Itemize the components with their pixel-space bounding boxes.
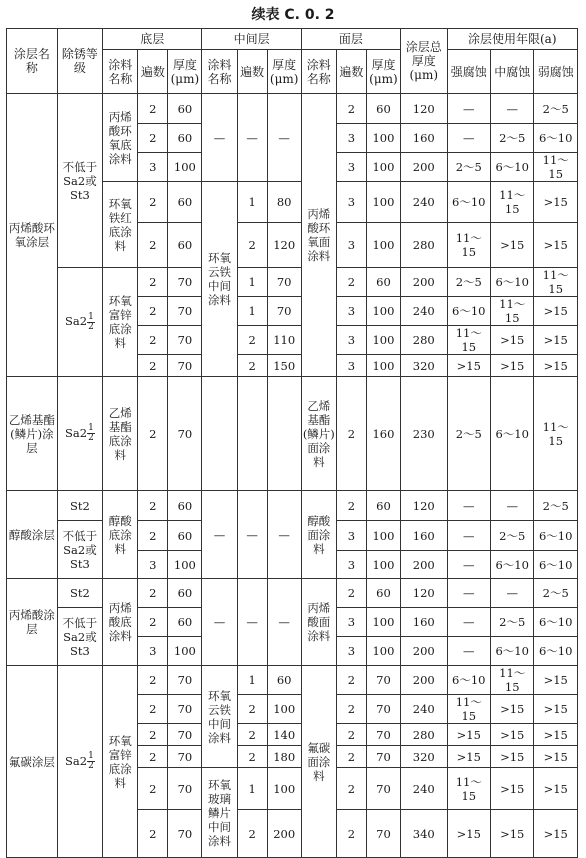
life-medium: 6～10 [490, 637, 533, 666]
primer-thickness: 70 [168, 297, 202, 326]
life-medium: >15 [490, 724, 533, 746]
header-topcoat-thickness: 厚度(μm) [366, 50, 400, 94]
topcoat-coats: 2 [336, 810, 366, 858]
primer-coats: 2 [138, 521, 168, 551]
topcoat-coats: 3 [336, 551, 366, 579]
primer-alkyd: 醇酸底涂料 [103, 491, 138, 579]
header-intermediate-thickness: 厚度(μm) [267, 50, 301, 94]
life-strong: — [447, 579, 490, 608]
intermediate-coats: 2 [237, 223, 267, 268]
primer-thickness: 70 [168, 666, 202, 695]
life-weak: >15 [534, 223, 578, 268]
total-thickness: 280 [401, 724, 448, 746]
life-strong: — [447, 608, 490, 637]
intermediate-epoxy-glass-flake: 环氧玻璃鳞片中间涂料 [202, 768, 237, 858]
total-thickness: 280 [401, 223, 448, 268]
header-intermediate-coats: 遍数 [237, 50, 267, 94]
primer-thickness: 70 [168, 810, 202, 858]
topcoat-coats: 2 [336, 94, 366, 124]
header-topcoat-paint-name: 涂料名称 [301, 50, 336, 94]
topcoat-thickness: 100 [366, 637, 400, 666]
primer-thickness: 60 [168, 521, 202, 551]
topcoat-thickness: 100 [366, 124, 400, 153]
life-weak: 6～10 [534, 521, 578, 551]
topcoat-coats: 3 [336, 153, 366, 182]
header-intermediate-paint-name: 涂料名称 [202, 50, 237, 94]
life-weak: >15 [534, 182, 578, 223]
header-primer-paint-name: 涂料名称 [103, 50, 138, 94]
topcoat-thickness: 60 [366, 268, 400, 297]
intermediate-coats: 1 [237, 666, 267, 695]
primer-thickness: 60 [168, 491, 202, 521]
total-thickness: 240 [401, 768, 448, 810]
primer-coats: 2 [138, 810, 168, 858]
life-weak: 6～10 [534, 551, 578, 579]
intermediate-thickness-dash: — [267, 491, 301, 579]
life-medium: >15 [490, 223, 533, 268]
rust-grade-not-below-sa2-st3: 不低于Sa2或St3 [57, 608, 103, 666]
life-weak: >15 [534, 810, 578, 858]
life-strong: — [447, 551, 490, 579]
primer-coats: 3 [138, 637, 168, 666]
header-coating-name: 涂层名称 [7, 29, 58, 94]
primer-coats: 2 [138, 608, 168, 637]
header-strong-corrosion: 强腐蚀 [447, 50, 490, 94]
life-strong: — [447, 124, 490, 153]
life-medium: — [490, 491, 533, 521]
one-half-fraction [87, 424, 95, 443]
fraction-denominator: 2 [88, 761, 94, 771]
total-thickness: 280 [401, 326, 448, 355]
intermediate-thickness: 70 [267, 297, 301, 326]
intermediate-coats: 2 [237, 724, 267, 746]
total-thickness: 240 [401, 297, 448, 326]
life-medium: 6～10 [490, 377, 533, 491]
fraction-denominator: 2 [88, 321, 94, 332]
header-topcoat-coats: 遍数 [336, 50, 366, 94]
total-thickness: 320 [401, 746, 448, 768]
topcoat-thickness: 60 [366, 94, 400, 124]
topcoat-coats: 2 [336, 724, 366, 746]
primer-thickness: 100 [168, 637, 202, 666]
fraction-numerator: 1 [88, 311, 94, 322]
primer-coats: 2 [138, 724, 168, 746]
rust-grade-not-below-sa2-st3: 不低于Sa2或St3 [57, 521, 103, 579]
primer-coats: 3 [138, 551, 168, 579]
primer-thickness: 60 [168, 124, 202, 153]
life-strong: >15 [447, 355, 490, 377]
life-medium: >15 [490, 695, 533, 724]
topcoat-acrylic: 丙烯酸面涂料 [301, 579, 336, 666]
life-weak: >15 [534, 297, 578, 326]
intermediate-thickness: 140 [267, 724, 301, 746]
topcoat-thickness: 60 [366, 491, 400, 521]
primer-thickness: 100 [168, 551, 202, 579]
header-total-thickness: 涂层总厚度(μm) [401, 29, 448, 94]
rust-grade-sa2-half [57, 666, 103, 858]
topcoat-coats: 2 [336, 768, 366, 810]
intermediate-dash: — [202, 94, 237, 182]
topcoat-coats: 3 [336, 223, 366, 268]
intermediate-coats: 2 [237, 355, 267, 377]
primer-thickness: 70 [168, 746, 202, 768]
primer-coats: 2 [138, 377, 168, 491]
intermediate-coats-dash: — [237, 491, 267, 579]
header-rust-grade: 除锈等级 [57, 29, 103, 94]
intermediate-thickness: 110 [267, 326, 301, 355]
intermediate-coats: 1 [237, 768, 267, 810]
life-strong: 2～5 [447, 268, 490, 297]
primer-thickness: 70 [168, 377, 202, 491]
life-weak: 2～5 [534, 579, 578, 608]
life-medium: >15 [490, 746, 533, 768]
primer-coats: 2 [138, 326, 168, 355]
life-strong: — [447, 521, 490, 551]
topcoat-coats: 2 [336, 579, 366, 608]
topcoat-thickness: 100 [366, 551, 400, 579]
intermediate-coats-dash: — [237, 579, 267, 666]
topcoat-thickness: 160 [366, 377, 400, 491]
total-thickness: 200 [401, 551, 448, 579]
intermediate-empty [202, 377, 237, 491]
life-medium: >15 [490, 768, 533, 810]
primer-thickness: 70 [168, 268, 202, 297]
primer-thickness: 70 [168, 326, 202, 355]
life-medium: >15 [490, 810, 533, 858]
intermediate-thickness: 120 [267, 223, 301, 268]
life-weak: >15 [534, 695, 578, 724]
total-thickness: 160 [401, 521, 448, 551]
life-strong: — [447, 491, 490, 521]
life-medium: 11～15 [490, 666, 533, 695]
life-weak: >15 [534, 724, 578, 746]
intermediate-thickness-dash: — [267, 579, 301, 666]
life-medium: — [490, 94, 533, 124]
intermediate-coats: 1 [237, 182, 267, 223]
topcoat-coats: 3 [336, 355, 366, 377]
primer-coats: 2 [138, 768, 168, 810]
primer-coats: 2 [138, 666, 168, 695]
primer-coats: 2 [138, 746, 168, 768]
life-strong: 11～15 [447, 768, 490, 810]
sa2-text: Sa2 [65, 753, 88, 768]
total-thickness: 160 [401, 124, 448, 153]
table-row [7, 491, 578, 521]
topcoat-coats: 2 [336, 268, 366, 297]
primer-thickness: 70 [168, 695, 202, 724]
life-weak: 2～5 [534, 491, 578, 521]
primer-thickness: 70 [168, 355, 202, 377]
life-strong: 11～15 [447, 326, 490, 355]
primer-acrylic: 丙烯酸底涂料 [103, 579, 138, 666]
life-medium: 6～10 [490, 551, 533, 579]
coating-name-vinyl-ester-flake: 乙烯基酯(鳞片)涂层 [7, 377, 58, 491]
page-title: 续表 C. 0. 2 [251, 7, 335, 23]
coating-name-acrylic: 丙烯酸涂层 [7, 579, 58, 666]
life-strong: >15 [447, 746, 490, 768]
primer-epoxy-zinc-rich: 环氧富锌底涂料 [103, 268, 138, 377]
total-thickness: 120 [401, 94, 448, 124]
header-primer: 底层 [103, 29, 202, 50]
primer-vinyl-ester: 乙烯基酯底涂料 [103, 377, 138, 491]
intermediate-thickness: 80 [267, 182, 301, 223]
primer-acrylic-epoxy: 丙烯酸环氧底涂料 [103, 94, 138, 182]
life-strong: 6～10 [447, 182, 490, 223]
life-weak: 6～10 [534, 637, 578, 666]
fraction-numerator: 1 [88, 751, 94, 761]
life-medium: 11～15 [490, 297, 533, 326]
life-weak: >15 [534, 666, 578, 695]
intermediate-epoxy-mio: 环氧云铁中间涂料 [202, 666, 237, 768]
topcoat-coats: 3 [336, 521, 366, 551]
topcoat-thickness: 100 [366, 608, 400, 637]
topcoat-coats: 3 [336, 637, 366, 666]
total-thickness: 120 [401, 491, 448, 521]
topcoat-thickness: 70 [366, 810, 400, 858]
life-medium: 2～5 [490, 521, 533, 551]
topcoat-thickness: 60 [366, 579, 400, 608]
total-thickness: 200 [401, 153, 448, 182]
topcoat-coats: 3 [336, 297, 366, 326]
primer-coats: 2 [138, 223, 168, 268]
coating-name-fluorocarbon: 氟碳涂层 [7, 666, 58, 858]
life-strong: — [447, 637, 490, 666]
topcoat-thickness: 70 [366, 746, 400, 768]
primer-coats: 2 [138, 579, 168, 608]
fraction-numerator: 1 [88, 423, 94, 433]
intermediate-epoxy-mio: 环氧云铁中间涂料 [202, 182, 237, 377]
header-primer-coats: 遍数 [138, 50, 168, 94]
intermediate-coats: 2 [237, 746, 267, 768]
primer-thickness: 70 [168, 768, 202, 810]
topcoat-thickness: 100 [366, 297, 400, 326]
primer-coats: 2 [138, 124, 168, 153]
life-medium: 2～5 [490, 124, 533, 153]
total-thickness: 200 [401, 637, 448, 666]
table-row [7, 666, 578, 695]
total-thickness: 240 [401, 182, 448, 223]
topcoat-coats: 3 [336, 182, 366, 223]
table-row [7, 94, 578, 124]
total-thickness: 320 [401, 355, 448, 377]
intermediate-coats: 2 [237, 810, 267, 858]
table-row [7, 377, 578, 491]
one-half-fraction [87, 752, 95, 771]
intermediate-thickness: 70 [267, 268, 301, 297]
life-weak: 6～10 [534, 608, 578, 637]
rust-grade-sa2-half [57, 268, 103, 377]
header-intermediate: 中间层 [202, 29, 301, 50]
header-weak-corrosion: 弱腐蚀 [534, 50, 578, 94]
life-strong: 11～15 [447, 223, 490, 268]
intermediate-coats-empty [237, 377, 267, 491]
header-service-life: 涂层使用年限(a) [447, 29, 577, 50]
intermediate-coats-dash: — [237, 94, 267, 182]
total-thickness: 240 [401, 695, 448, 724]
life-weak: 11～15 [534, 268, 578, 297]
primer-coats: 2 [138, 268, 168, 297]
life-strong: 6～10 [447, 666, 490, 695]
life-medium: — [490, 579, 533, 608]
primer-coats: 2 [138, 491, 168, 521]
intermediate-coats: 2 [237, 326, 267, 355]
topcoat-coats: 2 [336, 695, 366, 724]
primer-thickness: 70 [168, 724, 202, 746]
topcoat-coats: 2 [336, 491, 366, 521]
primer-thickness: 60 [168, 223, 202, 268]
intermediate-dash: — [202, 491, 237, 579]
primer-thickness: 100 [168, 153, 202, 182]
topcoat-fluorocarbon: 氟碳面涂料 [301, 666, 336, 858]
topcoat-thickness: 70 [366, 695, 400, 724]
total-thickness: 200 [401, 666, 448, 695]
primer-thickness: 60 [168, 182, 202, 223]
life-strong: 6～10 [447, 297, 490, 326]
life-weak: >15 [534, 355, 578, 377]
rust-grade-sa2-half [57, 377, 103, 491]
topcoat-alkyd: 醇酸面涂料 [301, 491, 336, 579]
primer-coats: 2 [138, 182, 168, 223]
topcoat-thickness: 70 [366, 768, 400, 810]
life-weak: >15 [534, 768, 578, 810]
life-medium: 2～5 [490, 608, 533, 637]
life-medium: 6～10 [490, 153, 533, 182]
life-weak: >15 [534, 326, 578, 355]
intermediate-coats: 1 [237, 268, 267, 297]
primer-thickness: 60 [168, 608, 202, 637]
intermediate-thickness: 200 [267, 810, 301, 858]
primer-thickness: 60 [168, 579, 202, 608]
intermediate-thickness-empty [267, 377, 301, 491]
header-primer-thickness: 厚度(μm) [168, 50, 202, 94]
life-weak: 2～5 [534, 94, 578, 124]
life-weak: >15 [534, 746, 578, 768]
topcoat-thickness: 100 [366, 182, 400, 223]
topcoat-thickness: 100 [366, 223, 400, 268]
topcoat-coats: 2 [336, 377, 366, 491]
header-topcoat: 面层 [301, 29, 400, 50]
topcoat-thickness: 100 [366, 355, 400, 377]
total-thickness: 340 [401, 810, 448, 858]
intermediate-coats: 2 [237, 695, 267, 724]
primer-epoxy-zinc-rich: 环氧富锌底涂料 [103, 666, 138, 858]
total-thickness: 230 [401, 377, 448, 491]
life-strong: >15 [447, 724, 490, 746]
topcoat-thickness: 100 [366, 521, 400, 551]
coating-spec-table [6, 28, 578, 858]
topcoat-vinyl-ester-flake: 乙烯基酯(鳞片)面涂料 [301, 377, 336, 491]
total-thickness: 200 [401, 268, 448, 297]
rust-grade-st2: St2 [57, 579, 103, 608]
intermediate-thickness: 100 [267, 695, 301, 724]
life-weak: 11～15 [534, 377, 578, 491]
life-strong: — [447, 94, 490, 124]
primer-epoxy-iron-red: 环氧铁红底涂料 [103, 182, 138, 268]
life-medium: >15 [490, 326, 533, 355]
topcoat-thickness: 100 [366, 326, 400, 355]
life-weak: 11～15 [534, 153, 578, 182]
primer-coats: 2 [138, 355, 168, 377]
intermediate-thickness-dash: — [267, 94, 301, 182]
life-medium: 11～15 [490, 182, 533, 223]
topcoat-coats: 2 [336, 666, 366, 695]
fraction-denominator: 2 [88, 433, 94, 443]
intermediate-coats: 1 [237, 297, 267, 326]
life-medium: 6～10 [490, 268, 533, 297]
intermediate-dash: — [202, 579, 237, 666]
intermediate-thickness: 150 [267, 355, 301, 377]
intermediate-thickness: 100 [267, 768, 301, 810]
one-half-fraction [87, 313, 95, 332]
sa2-text: Sa2 [65, 425, 88, 440]
life-medium: >15 [490, 355, 533, 377]
table-row [7, 268, 578, 297]
topcoat-coats: 2 [336, 746, 366, 768]
intermediate-thickness: 60 [267, 666, 301, 695]
life-weak: 6～10 [534, 124, 578, 153]
rust-grade-not-below-sa2-st3: 不低于Sa2或St3 [57, 94, 103, 268]
intermediate-thickness: 180 [267, 746, 301, 768]
life-strong: 2～5 [447, 377, 490, 491]
life-strong: >15 [447, 810, 490, 858]
primer-thickness: 60 [168, 94, 202, 124]
header-medium-corrosion: 中腐蚀 [490, 50, 533, 94]
life-strong: 2～5 [447, 153, 490, 182]
topcoat-thickness: 70 [366, 666, 400, 695]
total-thickness: 120 [401, 579, 448, 608]
topcoat-coats: 3 [336, 608, 366, 637]
topcoat-thickness: 100 [366, 153, 400, 182]
primer-coats: 3 [138, 153, 168, 182]
coating-name-acrylic-epoxy: 丙烯酸环氧涂层 [7, 94, 58, 377]
primer-coats: 2 [138, 695, 168, 724]
coating-name-alkyd: 醇酸涂层 [7, 491, 58, 579]
topcoat-acrylic-epoxy: 丙烯酸环氧面涂料 [301, 94, 336, 377]
sa2-text: Sa2 [65, 314, 88, 328]
primer-coats: 2 [138, 297, 168, 326]
table-row [7, 579, 578, 608]
topcoat-coats: 3 [336, 326, 366, 355]
primer-coats: 2 [138, 94, 168, 124]
rust-grade-st2: St2 [57, 491, 103, 521]
life-strong: 11～15 [447, 695, 490, 724]
total-thickness: 160 [401, 608, 448, 637]
topcoat-thickness: 70 [366, 724, 400, 746]
topcoat-coats: 3 [336, 124, 366, 153]
